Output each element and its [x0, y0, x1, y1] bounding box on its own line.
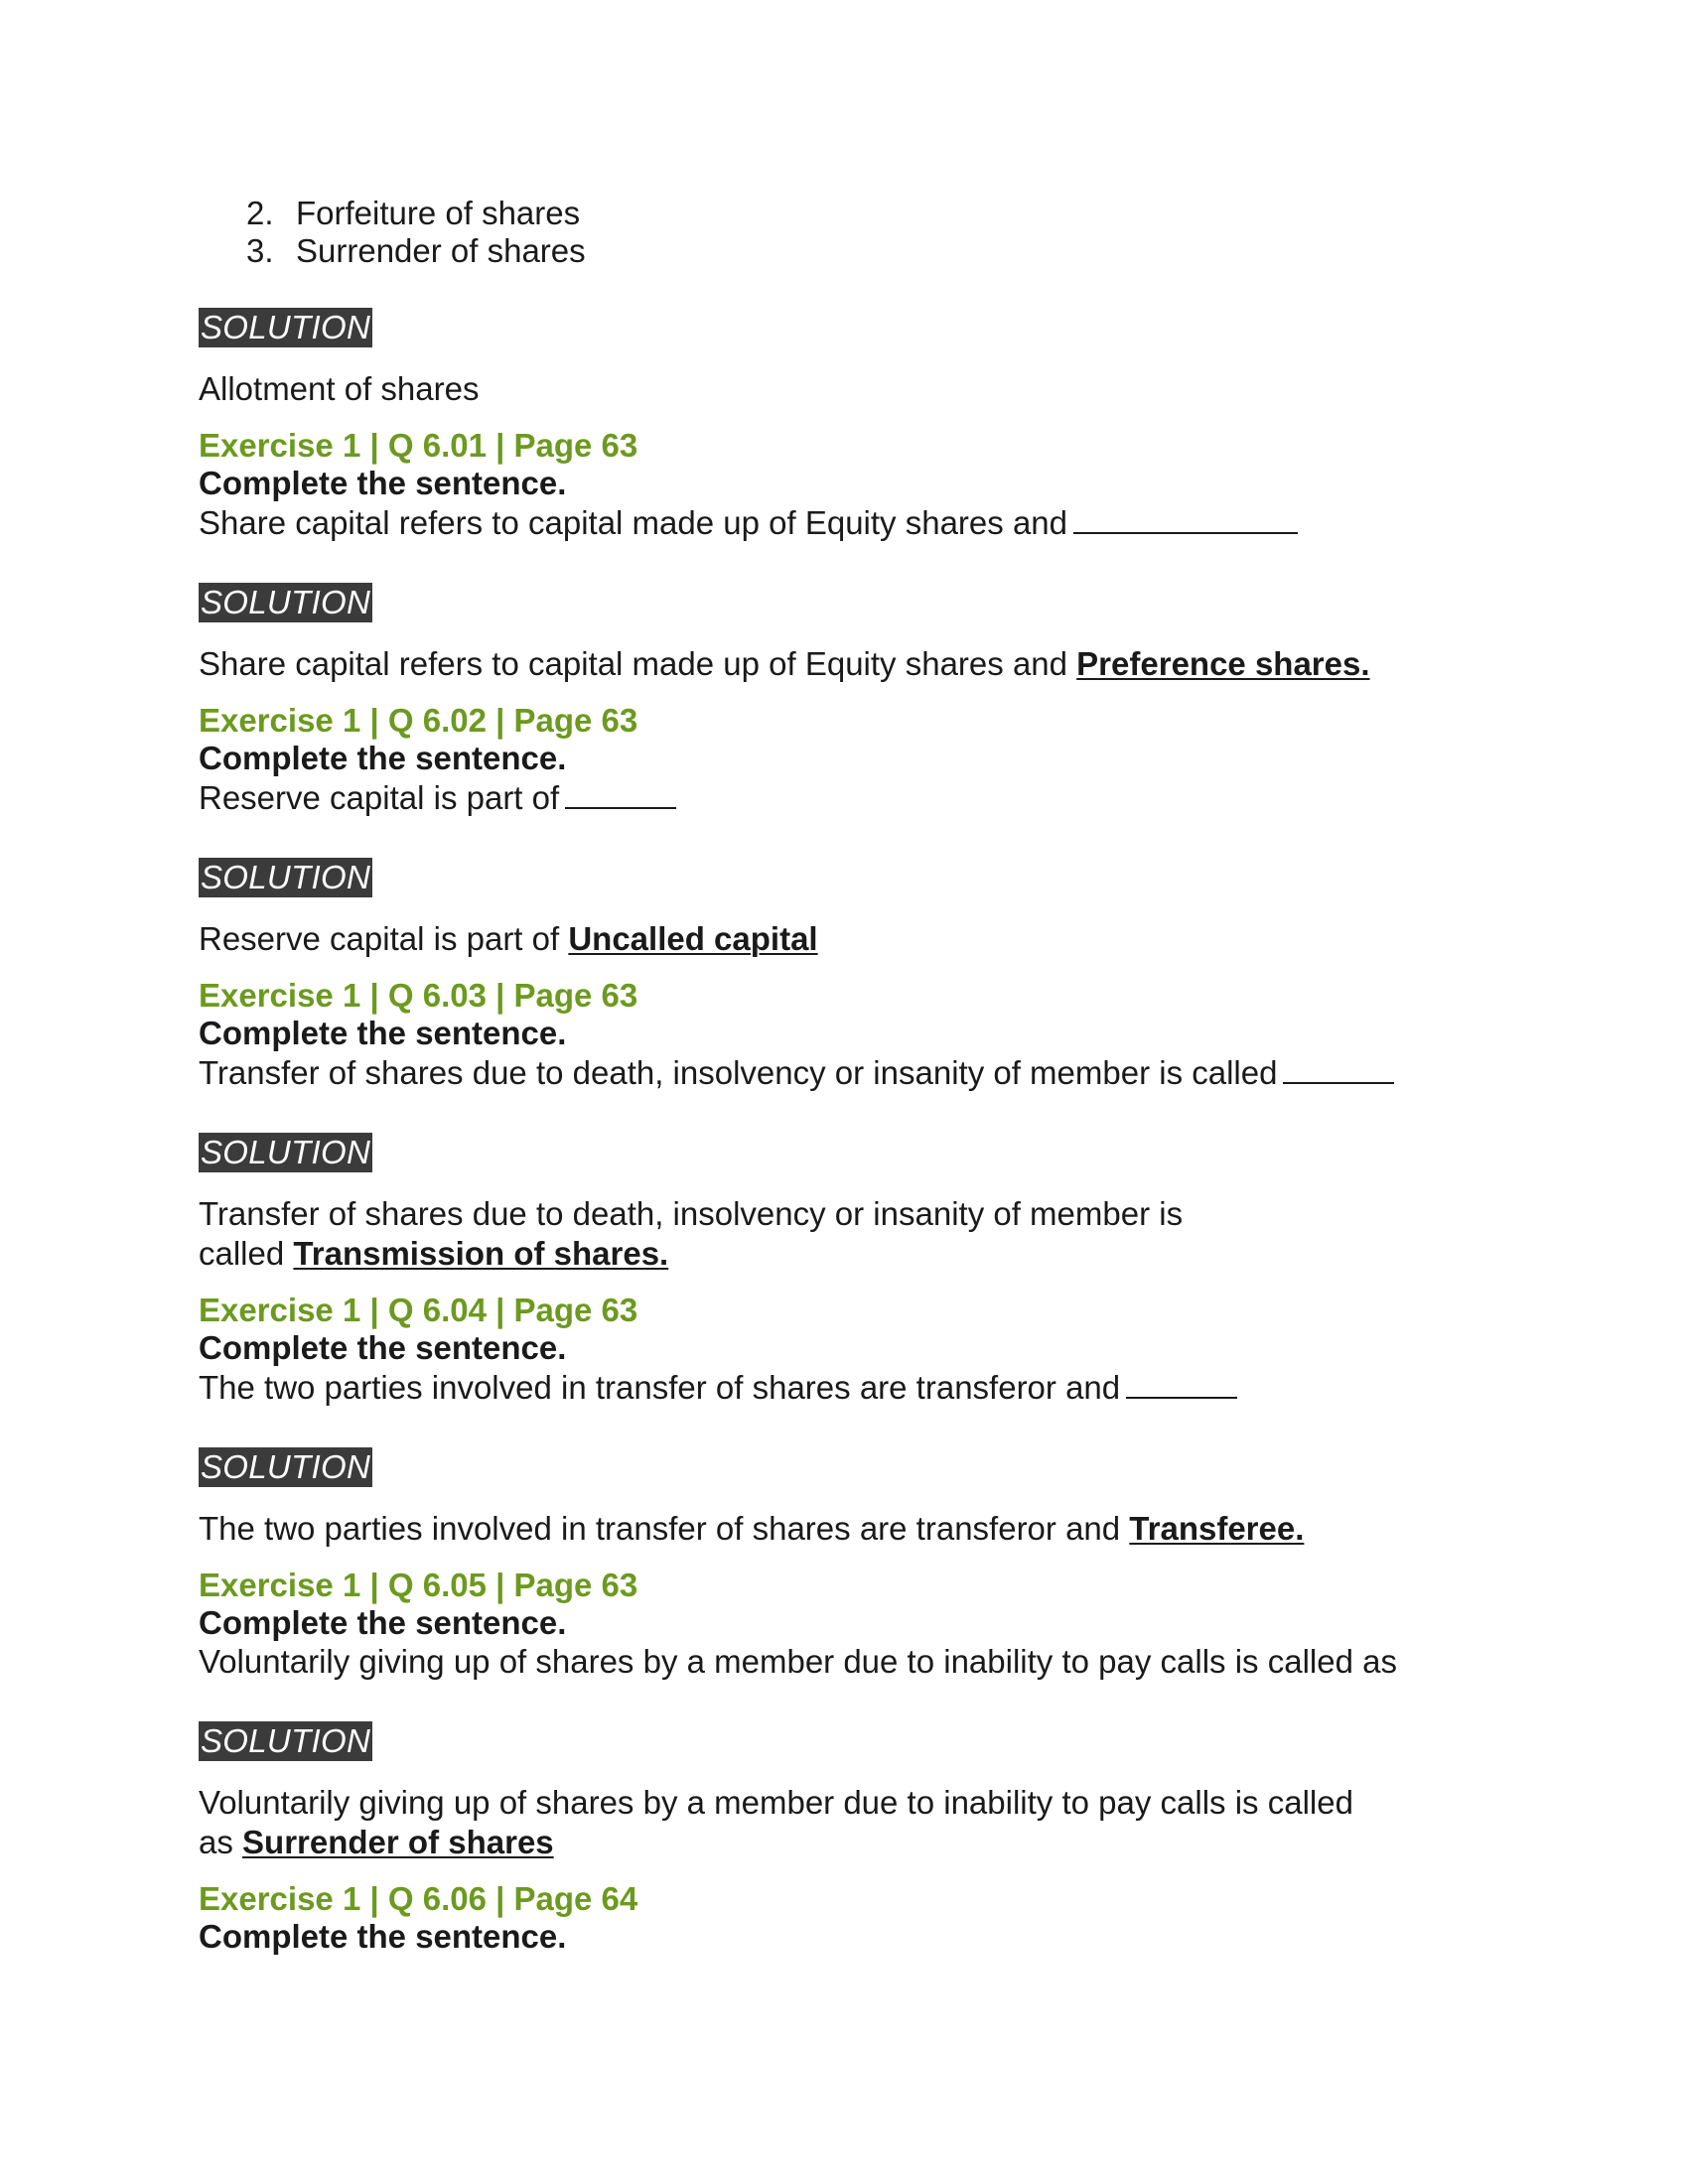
answer-prefix: Reserve capital is part of	[199, 920, 560, 957]
list-item-text: Surrender of shares	[296, 232, 586, 269]
answer-prefix: Voluntarily giving up of shares by a member due to inability to pay calls is called	[199, 1784, 1353, 1821]
answer-blank	[1126, 1367, 1237, 1399]
exercise-heading: Exercise 1 | Q 6.01 | Page 63	[199, 427, 638, 464]
solution-text	[199, 644, 1489, 684]
list-item-text: Forfeiture of shares	[296, 195, 581, 231]
question-text	[199, 502, 1489, 543]
solution-text	[199, 1194, 1489, 1274]
question-sentence: Transfer of shares due to death, insolvency or insanity of member is called	[199, 1054, 1278, 1091]
answer-prefix: as	[199, 1824, 233, 1860]
question-instruction: Complete the sentence.	[199, 1918, 567, 1955]
document-page	[199, 195, 1489, 1956]
answer-prefix: called	[199, 1235, 285, 1272]
question-sentence: The two parties involved in transfer of shares are transferor and	[199, 1369, 1121, 1406]
exercise-heading: Exercise 1 | Q 6.05 | Page 63	[199, 1567, 638, 1603]
solution-text: Allotment of shares	[199, 370, 480, 407]
exercise-heading: Exercise 1 | Q 6.04 | Page 63	[199, 1292, 638, 1328]
solution-label: SOLUTION	[201, 1134, 371, 1170]
solution-label: SOLUTION	[201, 309, 371, 345]
solution-label: SOLUTION	[201, 859, 371, 895]
exercise-heading: Exercise 1 | Q 6.02 | Page 63	[199, 702, 638, 739]
answer-highlight: Uncalled capital	[568, 920, 818, 957]
question-instruction: Complete the sentence.	[199, 1015, 567, 1051]
solution-text	[199, 1783, 1489, 1862]
answer-highlight: Transmission of shares.	[293, 1235, 669, 1272]
solution-label: SOLUTION	[201, 1448, 371, 1485]
options-list	[199, 195, 1489, 270]
solution-label: SOLUTION	[201, 1722, 371, 1759]
list-item	[246, 195, 1489, 232]
answer-blank	[565, 777, 676, 809]
answer-highlight: Preference shares.	[1076, 645, 1370, 682]
question-text	[199, 1367, 1489, 1408]
exercise-heading: Exercise 1 | Q 6.06 | Page 64	[199, 1880, 638, 1917]
answer-highlight: Transferee.	[1129, 1510, 1305, 1547]
question-instruction: Complete the sentence.	[199, 465, 567, 501]
exercise-heading: Exercise 1 | Q 6.03 | Page 63	[199, 977, 638, 1014]
solution-label: SOLUTION	[201, 584, 371, 620]
answer-prefix: Share capital refers to capital made up of Equity shares and	[199, 645, 1067, 682]
answer-blank	[1283, 1052, 1394, 1084]
question-text	[199, 777, 1489, 818]
answer-prefix: Transfer of shares due to death, insolvency or insanity of member is	[199, 1195, 1184, 1232]
list-item	[246, 232, 1489, 270]
answer-blank	[1073, 502, 1298, 534]
answer-prefix: The two parties involved in transfer of shares are transferor and	[199, 1510, 1121, 1547]
question-instruction: Complete the sentence.	[199, 1604, 567, 1641]
question-instruction: Complete the sentence.	[199, 740, 567, 776]
answer-highlight: Surrender of shares	[242, 1824, 554, 1860]
question-sentence: Share capital refers to capital made up of Equity shares and	[199, 504, 1067, 541]
solution-text	[199, 919, 1489, 959]
question-text: Voluntarily giving up of shares by a member due to inability to pay calls is called as	[199, 1643, 1397, 1680]
solution-text	[199, 1509, 1489, 1549]
question-text	[199, 1052, 1489, 1093]
list-item-number: 2.	[246, 195, 274, 231]
question-instruction: Complete the sentence.	[199, 1329, 567, 1366]
list-item-number: 3.	[246, 232, 274, 269]
question-sentence: Reserve capital is part of	[199, 779, 560, 816]
